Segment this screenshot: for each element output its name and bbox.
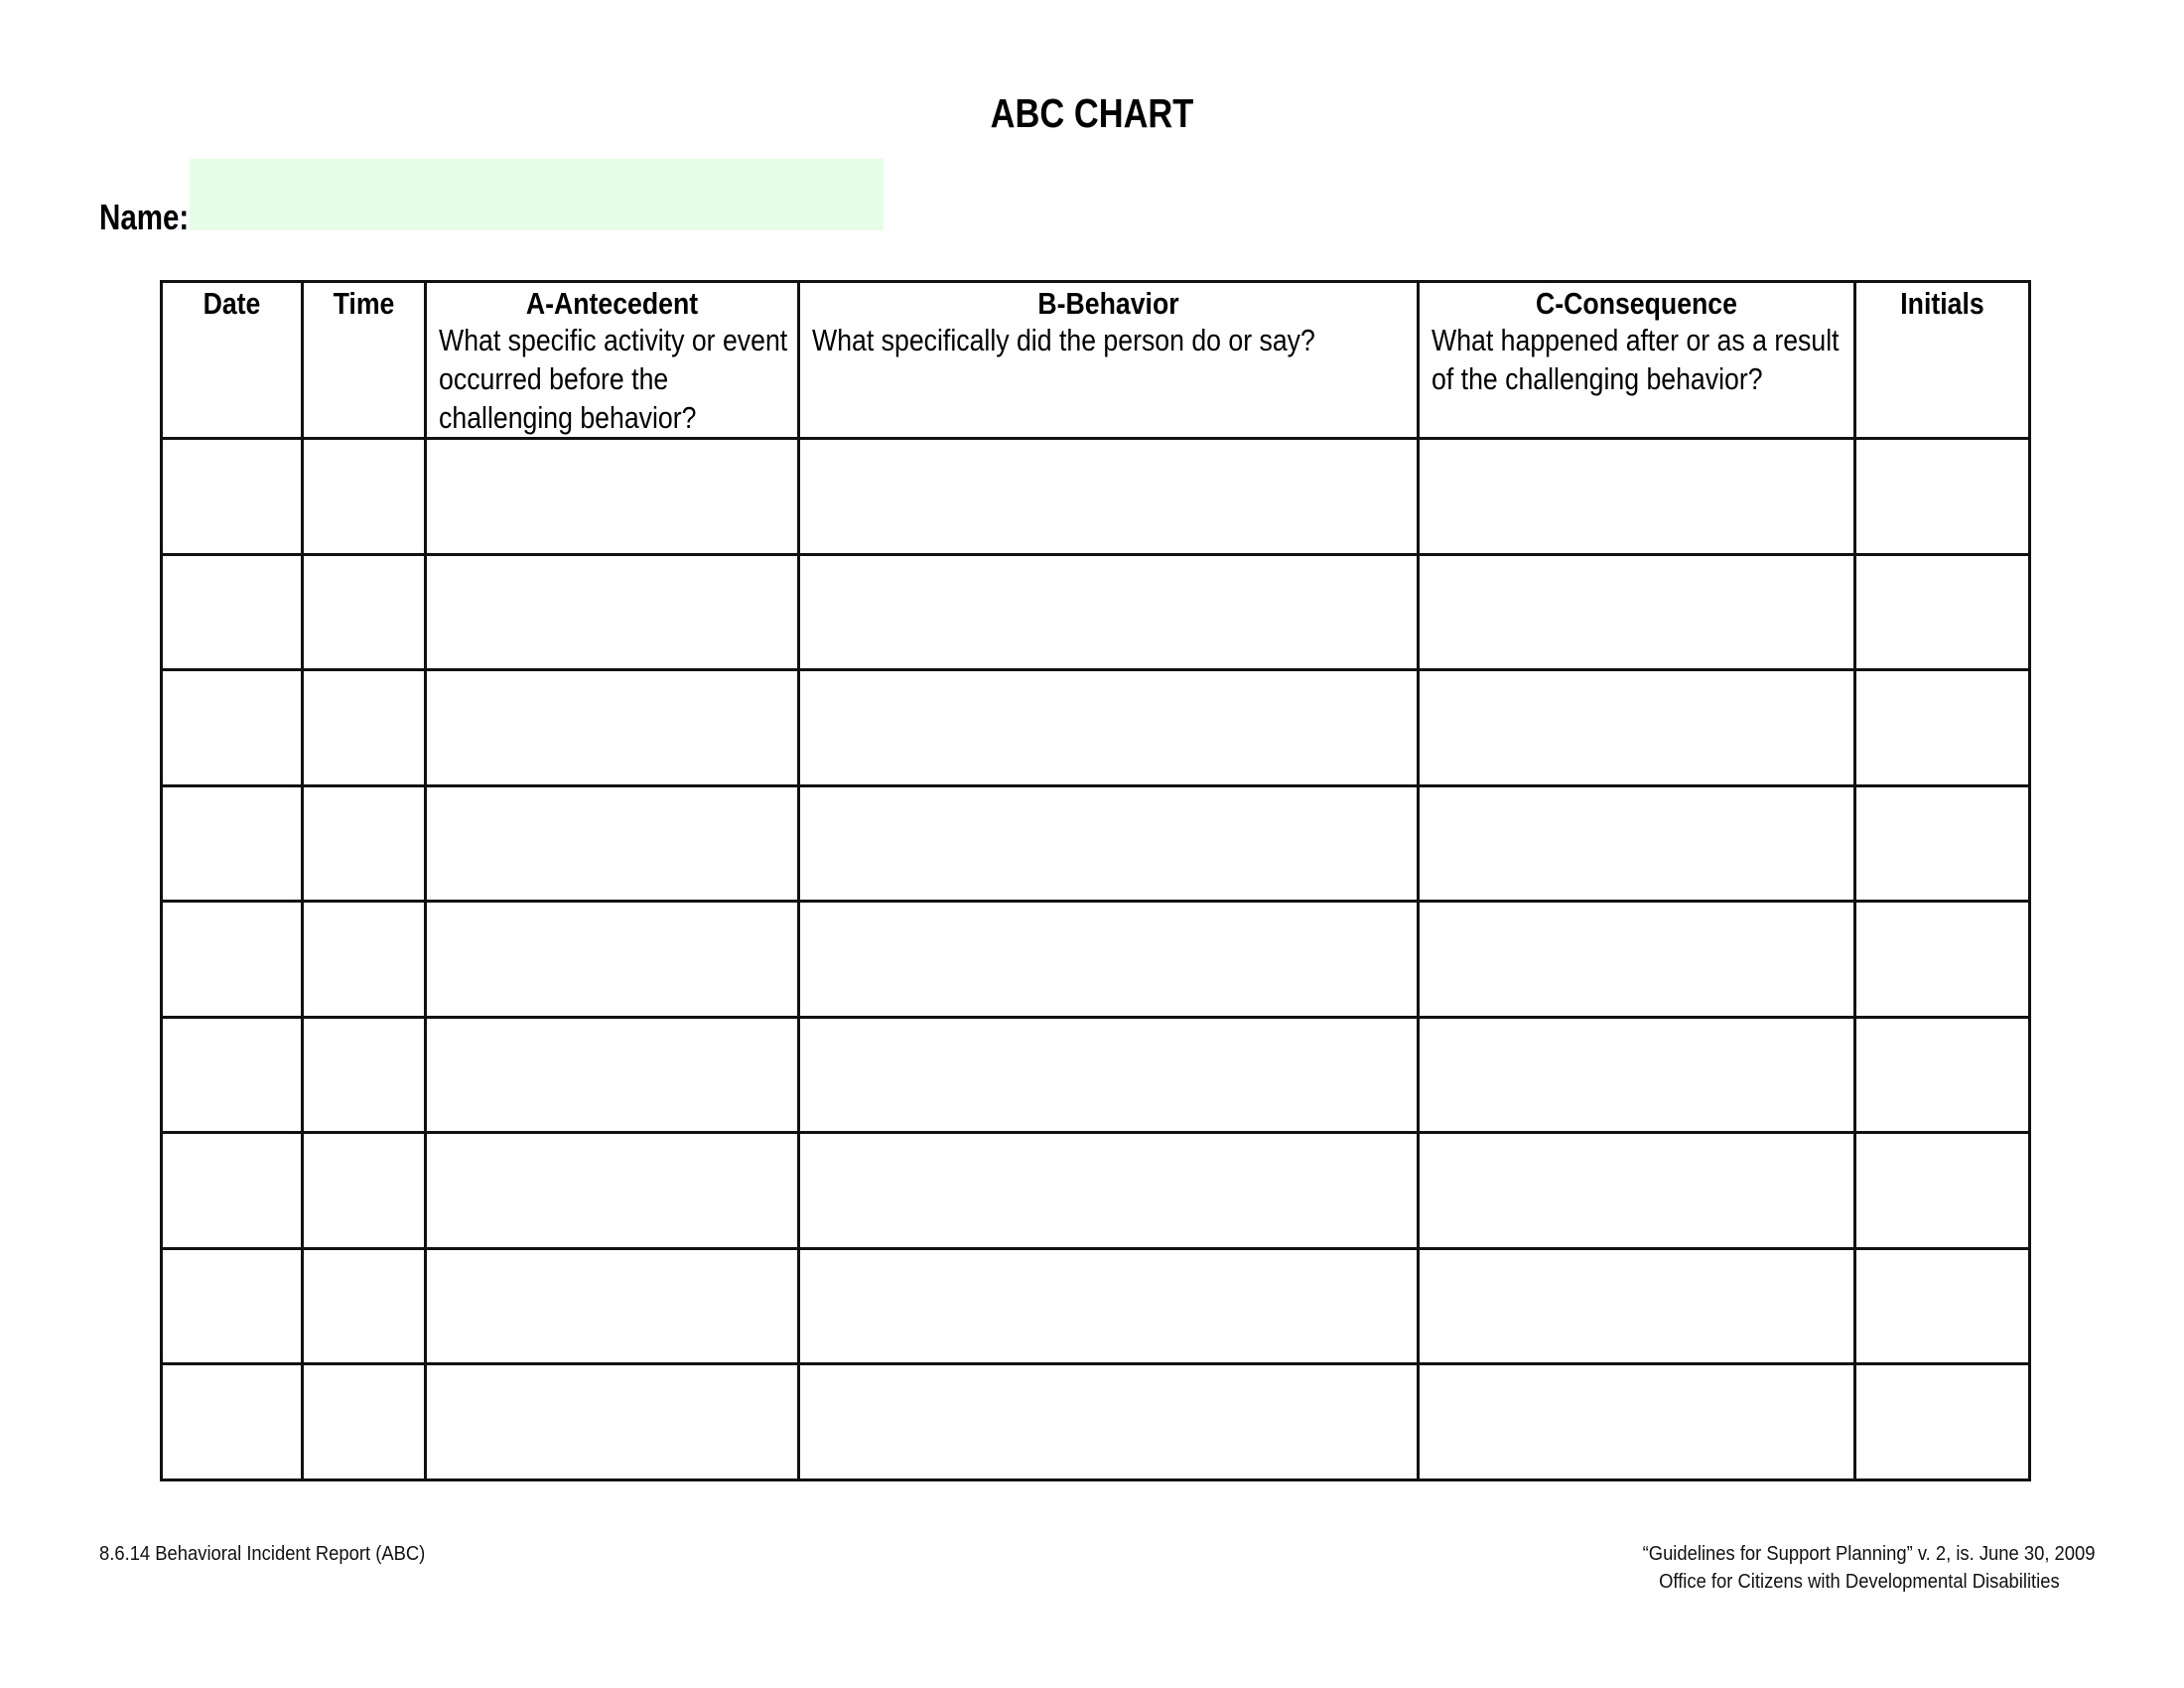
antecedent-input[interactable] [427, 556, 797, 669]
cell-antecedent[interactable] [426, 554, 799, 670]
cell-initials[interactable] [1855, 670, 2030, 786]
date-input[interactable] [163, 1134, 301, 1247]
cell-initials[interactable] [1855, 554, 2030, 670]
cell-initials[interactable] [1855, 1364, 2030, 1480]
cell-consequence[interactable] [1419, 439, 1855, 555]
footer-form-id: 8.6.14 Behavioral Incident Report (ABC) [99, 1543, 426, 1565]
initials-input[interactable] [1856, 1365, 2028, 1478]
column-description: What specific activity or event occurred before the challenging behavior? [439, 323, 788, 435]
cell-antecedent[interactable] [426, 902, 799, 1018]
date-input[interactable] [163, 1250, 301, 1363]
date-input[interactable] [163, 1365, 301, 1478]
behavior-input[interactable] [800, 671, 1417, 784]
initials-input[interactable] [1856, 671, 2028, 784]
column-title: Time [333, 286, 395, 321]
consequence-input[interactable] [1420, 440, 1853, 553]
time-input[interactable] [304, 903, 424, 1016]
date-input[interactable] [163, 440, 301, 553]
cell-consequence[interactable] [1419, 670, 1855, 786]
consequence-input[interactable] [1420, 1250, 1853, 1363]
header-row [162, 282, 2030, 439]
date-input[interactable] [163, 556, 301, 669]
cell-behavior[interactable] [799, 1364, 1419, 1480]
cell-behavior[interactable] [799, 1248, 1419, 1364]
initials-input[interactable] [1856, 556, 2028, 669]
time-input[interactable] [304, 787, 424, 901]
cell-date[interactable] [162, 1248, 303, 1364]
cell-behavior[interactable] [799, 670, 1419, 786]
date-input[interactable] [163, 787, 301, 901]
column-header-behavior [799, 282, 1419, 439]
consequence-input[interactable] [1420, 556, 1853, 669]
consequence-input[interactable] [1420, 1134, 1853, 1247]
time-input[interactable] [304, 440, 424, 553]
initials-input[interactable] [1856, 903, 2028, 1016]
column-description: What happened after or as a result of the challenging behavior? [1432, 323, 1840, 396]
cell-consequence[interactable] [1419, 554, 1855, 670]
column-title: B-Behavior [1037, 286, 1179, 321]
behavior-input[interactable] [800, 903, 1417, 1016]
column-header-initials [1855, 282, 2030, 439]
date-input[interactable] [163, 1019, 301, 1132]
cell-time[interactable] [303, 785, 426, 902]
cell-initials[interactable] [1855, 1248, 2030, 1364]
time-input[interactable] [304, 1019, 424, 1132]
column-header-consequence [1419, 282, 1855, 439]
cell-behavior[interactable] [799, 785, 1419, 902]
table-row [162, 439, 2030, 555]
consequence-input[interactable] [1420, 787, 1853, 901]
cell-time[interactable] [303, 439, 426, 555]
antecedent-input[interactable] [427, 903, 797, 1016]
cell-date[interactable] [162, 670, 303, 786]
date-input[interactable] [163, 903, 301, 1016]
column-header-time [303, 282, 426, 439]
initials-input[interactable] [1856, 1250, 2028, 1363]
column-title: Initials [1900, 286, 1984, 321]
cell-date[interactable] [162, 1364, 303, 1480]
behavior-input[interactable] [800, 787, 1417, 901]
initials-input[interactable] [1856, 787, 2028, 901]
table-row [162, 785, 2030, 902]
cell-date[interactable] [162, 554, 303, 670]
column-title: A-Antecedent [525, 286, 699, 321]
column-header-date [162, 282, 303, 439]
consequence-input[interactable] [1420, 671, 1853, 784]
cell-date[interactable] [162, 1133, 303, 1249]
cell-time[interactable] [303, 1364, 426, 1480]
antecedent-input[interactable] [427, 1250, 797, 1363]
cell-consequence[interactable] [1419, 1133, 1855, 1249]
cell-initials[interactable] [1855, 1133, 2030, 1249]
initials-input[interactable] [1856, 1134, 2028, 1247]
consequence-input[interactable] [1420, 1019, 1853, 1132]
time-input[interactable] [304, 1134, 424, 1247]
antecedent-input[interactable] [427, 1019, 797, 1132]
behavior-input[interactable] [800, 1019, 1417, 1132]
cell-time[interactable] [303, 554, 426, 670]
cell-initials[interactable] [1855, 785, 2030, 902]
cell-consequence[interactable] [1419, 1248, 1855, 1364]
time-input[interactable] [304, 1365, 424, 1478]
cell-antecedent[interactable] [426, 785, 799, 902]
consequence-input[interactable] [1420, 1365, 1853, 1478]
table-row [162, 1364, 2030, 1480]
cell-initials[interactable] [1855, 902, 2030, 1018]
footer-office: Office for Citizens with Developmental Disabilities [1659, 1571, 2060, 1593]
date-input[interactable] [163, 671, 301, 784]
footer-guideline-ref: “Guidelines for Support Planning” v. 2, is. June 30, 2009 [1642, 1543, 2095, 1565]
cell-initials[interactable] [1855, 1017, 2030, 1133]
antecedent-input[interactable] [427, 1365, 797, 1478]
cell-date[interactable] [162, 439, 303, 555]
cell-time[interactable] [303, 1248, 426, 1364]
table-row [162, 554, 2030, 670]
table-row [162, 1248, 2030, 1364]
column-title: Date [203, 286, 261, 321]
behavior-input[interactable] [800, 1365, 1417, 1478]
behavior-input[interactable] [800, 1250, 1417, 1363]
antecedent-input[interactable] [427, 671, 797, 784]
cell-antecedent[interactable] [426, 1133, 799, 1249]
table-body [162, 439, 2030, 1480]
name-label: Name: [99, 197, 190, 237]
name-input[interactable] [190, 159, 884, 230]
antecedent-input[interactable] [427, 440, 797, 553]
column-title: C-Consequence [1536, 286, 1737, 321]
cell-consequence[interactable] [1419, 902, 1855, 1018]
cell-consequence[interactable] [1419, 1017, 1855, 1133]
cell-behavior[interactable] [799, 1017, 1419, 1133]
column-description: What specifically did the person do or say? [812, 323, 1315, 357]
cell-behavior[interactable] [799, 554, 1419, 670]
cell-time[interactable] [303, 1017, 426, 1133]
table-row [162, 1133, 2030, 1249]
initials-input[interactable] [1856, 440, 2028, 553]
cell-date[interactable] [162, 785, 303, 902]
cell-antecedent[interactable] [426, 439, 799, 555]
cell-antecedent[interactable] [426, 1017, 799, 1133]
time-input[interactable] [304, 556, 424, 669]
consequence-input[interactable] [1420, 903, 1853, 1016]
behavior-input[interactable] [800, 1134, 1417, 1247]
cell-initials[interactable] [1855, 439, 2030, 555]
initials-input[interactable] [1856, 1019, 2028, 1132]
time-input[interactable] [304, 1250, 424, 1363]
cell-consequence[interactable] [1419, 785, 1855, 902]
behavior-input[interactable] [800, 556, 1417, 669]
cell-antecedent[interactable] [426, 670, 799, 786]
column-header-antecedent [426, 282, 799, 439]
table-row [162, 1017, 2030, 1133]
cell-antecedent[interactable] [426, 1364, 799, 1480]
time-input[interactable] [304, 671, 424, 784]
table-row [162, 902, 2030, 1018]
cell-antecedent[interactable] [426, 1248, 799, 1364]
table-row [162, 670, 2030, 786]
cell-time[interactable] [303, 1133, 426, 1249]
cell-date[interactable] [162, 902, 303, 1018]
abc-chart-table [160, 280, 2031, 1481]
page-title: ABC CHART [990, 90, 1194, 136]
antecedent-input[interactable] [427, 1134, 797, 1247]
cell-time[interactable] [303, 902, 426, 1018]
behavior-input[interactable] [800, 440, 1417, 553]
cell-time[interactable] [303, 670, 426, 786]
cell-consequence[interactable] [1419, 1364, 1855, 1480]
cell-behavior[interactable] [799, 1133, 1419, 1249]
cell-behavior[interactable] [799, 902, 1419, 1018]
cell-behavior[interactable] [799, 439, 1419, 555]
cell-date[interactable] [162, 1017, 303, 1133]
antecedent-input[interactable] [427, 787, 797, 901]
